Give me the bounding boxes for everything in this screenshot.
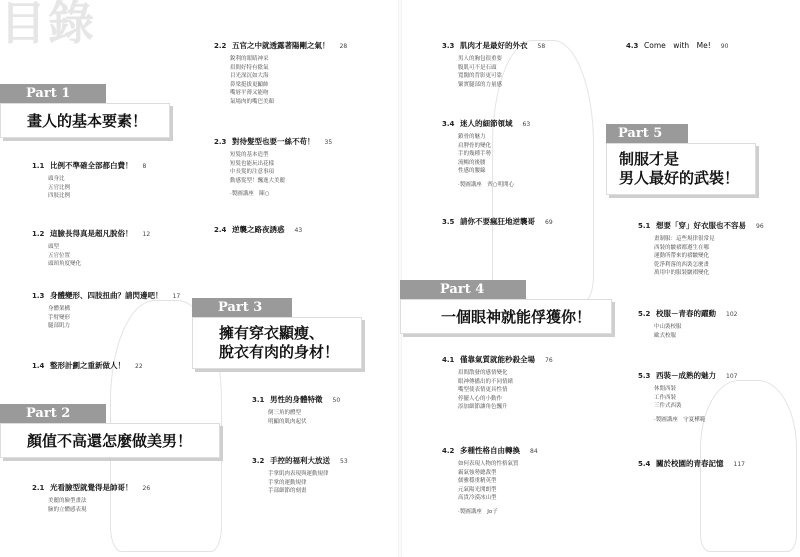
topic-item: 性感的腰線 bbox=[458, 168, 486, 174]
topic-item: 乾淨利落的西裝怎麼畫 bbox=[654, 261, 710, 268]
topic-item: 男人的胸包很重要 bbox=[458, 56, 503, 62]
chapter-title: 僅靠氣質就能秒殺全場 bbox=[460, 355, 535, 364]
topic-item: 萬用中的服裝皺褶變化 bbox=[654, 270, 710, 276]
topic-item: 頭型 bbox=[48, 244, 60, 250]
chapter-number: 5.3 bbox=[638, 372, 651, 380]
topic-item: 手掌肌肉表現與運動規律 bbox=[268, 471, 329, 477]
chapter-5-3[interactable] bbox=[638, 370, 798, 423]
topic-item: 短髮的基本造型 bbox=[230, 152, 269, 158]
topic-item: 西裝的皺褶都遵生在哪 bbox=[654, 244, 710, 251]
chapter-page: 117 bbox=[733, 461, 745, 468]
chapter-3-1[interactable] bbox=[252, 394, 400, 426]
topic-item: 明顯的肌肉起伏 bbox=[268, 418, 307, 425]
topic-item: 寬闊的背影更可靠 bbox=[458, 73, 503, 79]
chapter-title: 五官之中就透露著陽剛之氣！ bbox=[232, 41, 330, 50]
part-4-tab: Part 4 bbox=[400, 280, 526, 299]
chapter-number: 3.2 bbox=[252, 457, 265, 465]
chapter-2-1[interactable] bbox=[32, 482, 192, 514]
topic-item: 停擺人心的小動作 bbox=[458, 395, 503, 402]
toc-title: 目錄 bbox=[0, 0, 96, 50]
topic-item: 肩胛骨的變化 bbox=[458, 142, 492, 149]
part-3-title-line-1: 擁有穿衣顯瘦、 bbox=[219, 324, 325, 342]
chapter-1-4[interactable] bbox=[32, 360, 192, 371]
chapter-number: 2.4 bbox=[214, 226, 227, 234]
topic-item: 頭頸角度變化 bbox=[48, 261, 82, 267]
chapter-title: 肌肉才是最好的外衣 bbox=[460, 41, 528, 50]
chapter-title: 對待髮型也要一絲不苟！ bbox=[232, 137, 315, 146]
part-2-title: 顏值不高還怎麼做美男！ bbox=[0, 423, 220, 458]
chapter-number: 2.2 bbox=[214, 42, 227, 50]
topic-item: 五官位置 bbox=[48, 252, 71, 259]
topic-item: 元氣陽光開朗型 bbox=[458, 486, 497, 493]
part-2-header bbox=[0, 404, 220, 458]
topic-item: 美麗的臉型畫法 bbox=[48, 498, 87, 504]
topic-item: 五官比例 bbox=[48, 184, 71, 191]
chapter-number: 1.3 bbox=[32, 292, 45, 300]
topic-item: 頭身比 bbox=[48, 176, 65, 182]
chapter-page: 26 bbox=[142, 485, 151, 492]
chapter-number: 5.4 bbox=[638, 460, 651, 468]
topic-item: 目光深沉如大海 bbox=[230, 73, 269, 79]
chapter-3-3[interactable] bbox=[442, 40, 602, 89]
topic-item: 四肢比例 bbox=[48, 193, 71, 199]
chapter-5-2[interactable] bbox=[638, 308, 798, 340]
chapter-page: 107 bbox=[726, 373, 738, 380]
chapter-number: 3.4 bbox=[442, 120, 455, 128]
chapter-page: 12 bbox=[142, 231, 151, 238]
chapter-1-3[interactable] bbox=[32, 290, 192, 331]
chapter-title: 身體變形、四肢扭曲？請閃邊吧！ bbox=[50, 291, 163, 300]
illustration-credit: ·製圖講座 陳○ bbox=[230, 191, 270, 197]
topic-item: 手部細節的刻畫 bbox=[268, 488, 307, 494]
chapter-page: 58 bbox=[537, 43, 546, 50]
chapter-title: 整形計劃之重新做人！ bbox=[50, 361, 125, 370]
topic-item: 銳利的眼睛神采 bbox=[230, 56, 269, 62]
chapter-number: 3.5 bbox=[442, 218, 455, 226]
part-4-header bbox=[400, 280, 612, 334]
part-1-tab: Part 1 bbox=[0, 84, 106, 103]
topic-item: 添加細節讓角色飄升 bbox=[458, 404, 508, 410]
chapter-number: 3.1 bbox=[252, 396, 265, 404]
part-3-tab: Part 3 bbox=[192, 298, 292, 317]
chapter-title: 這臉長得真是超凡脫俗！ bbox=[50, 229, 133, 238]
topic-item: 鎖骨的魅力 bbox=[458, 134, 486, 140]
illustration-credit: ·製圖講座 Jo子 bbox=[458, 508, 498, 515]
chapter-page: 22 bbox=[135, 363, 143, 370]
chapter-number: 3.3 bbox=[442, 42, 455, 50]
chapter-page: 63 bbox=[522, 121, 531, 128]
chapter-page: 35 bbox=[324, 139, 333, 146]
part-3-title-line-2: 脫衣有肉的身材！ bbox=[219, 343, 340, 361]
chapter-3-5[interactable] bbox=[442, 216, 602, 227]
chapter-1-2[interactable] bbox=[32, 228, 192, 269]
chapter-number: 5.1 bbox=[638, 222, 651, 230]
topic-item: 手掌的運動規律 bbox=[268, 479, 307, 486]
topic-item: 中山裝校服 bbox=[654, 324, 682, 330]
topic-item: 緊實腿部的力量感 bbox=[458, 81, 503, 88]
illustration-credit: ·製圖講座 齊○明開心 bbox=[458, 181, 515, 188]
topic-item: 身體架構 bbox=[48, 306, 71, 312]
chapter-title: 西裝－成熟的魅力 bbox=[656, 371, 716, 380]
chapter-title: 請你不要瘋狂地逆襲哥 bbox=[460, 217, 535, 226]
part-5-title-line-2: 男人最好的武裝！ bbox=[619, 169, 740, 187]
chapter-title: 想要「穿」好衣服也不容易 bbox=[656, 221, 746, 230]
topic-item: 中長髮的注意事項 bbox=[230, 169, 275, 175]
topic-item: 眉間好特有陰氣 bbox=[230, 64, 269, 71]
topic-item: 嘴唇平薄又能吻 bbox=[230, 90, 269, 96]
chapter-2-2[interactable] bbox=[214, 40, 374, 106]
chapter-title: 比例不準確全部都白費！ bbox=[50, 161, 133, 170]
chapter-number: 4.2 bbox=[442, 447, 455, 455]
topic-item: 歐式校服 bbox=[654, 332, 677, 339]
topic-item: 腹肌可不是石頭 bbox=[458, 64, 497, 71]
chapter-5-1[interactable] bbox=[638, 220, 798, 278]
topic-item: 儒雅穩重精英型 bbox=[458, 478, 497, 484]
chapter-number: 1.4 bbox=[32, 362, 45, 370]
chapter-2-4[interactable] bbox=[214, 224, 374, 235]
chapter-4-2[interactable] bbox=[442, 445, 602, 515]
part-4-title: 一個眼神就能俘獲你！ bbox=[400, 299, 612, 334]
chapter-number: 2.3 bbox=[214, 138, 227, 146]
part-5-header bbox=[606, 124, 756, 195]
chapter-page: 53 bbox=[340, 458, 348, 465]
chapter-number: 2.1 bbox=[32, 484, 45, 492]
chapter-4-3[interactable] bbox=[626, 40, 786, 51]
chapter-page: 50 bbox=[332, 397, 341, 404]
chapter-page: 8 bbox=[142, 163, 147, 170]
chapter-page: 17 bbox=[172, 293, 181, 300]
chapter-1-1[interactable] bbox=[32, 160, 192, 201]
topic-item: 手臂變形 bbox=[48, 314, 71, 321]
chapter-title: Come with Me! bbox=[644, 41, 711, 50]
topic-item: 鼻梁挺拔更顯帥 bbox=[230, 81, 269, 88]
part-2-tab: Part 2 bbox=[0, 404, 106, 423]
chapter-number: 4.3 bbox=[626, 42, 639, 50]
topic-item: 運動所帶來的褶皺變化 bbox=[654, 253, 710, 259]
chapter-number: 5.2 bbox=[638, 310, 651, 318]
chapter-title: 光看臉型就覺得是帥哥！ bbox=[50, 483, 133, 492]
right-page bbox=[400, 0, 800, 557]
chapter-page: 76 bbox=[545, 357, 553, 364]
part-3-header bbox=[192, 298, 362, 369]
topic-item: 動感髮型！飄逸大美麗 bbox=[230, 177, 286, 184]
chapter-title: 關於校園的青春記憶 bbox=[656, 459, 724, 468]
chapter-page: 69 bbox=[545, 219, 553, 226]
topic-item: 如何表現人物的性格氣質 bbox=[458, 461, 519, 467]
chapter-page: 102 bbox=[726, 311, 738, 318]
chapter-3-2[interactable] bbox=[252, 455, 400, 496]
part-1-header bbox=[0, 84, 170, 138]
topic-item: 三件式西裝 bbox=[654, 403, 682, 409]
topic-item: 腿部肌力 bbox=[48, 323, 71, 329]
chapter-title: 校服－青春的躍動 bbox=[656, 309, 716, 318]
topic-item: 流暢的後腰 bbox=[458, 159, 486, 166]
chapter-5-4[interactable] bbox=[638, 458, 798, 469]
illustration-credit: ·製圖講座 守夏樺範 bbox=[654, 416, 706, 423]
chapter-page: 28 bbox=[339, 43, 348, 50]
topic-item: 臉的立體感表現 bbox=[48, 506, 87, 513]
topic-item: 嘴型使表情更具性情 bbox=[458, 387, 508, 393]
chapter-title: 男性的身體特徵 bbox=[270, 395, 323, 404]
topic-item: 倒三角的體型 bbox=[268, 410, 302, 416]
chapter-title: 迷人的細節領域 bbox=[460, 119, 513, 128]
chapter-page: 96 bbox=[756, 223, 764, 230]
topic-item: 霸氣強勢總裁型 bbox=[458, 469, 497, 476]
chapter-number: 1.2 bbox=[32, 230, 45, 238]
topic-item: 手的幾種手勢 bbox=[458, 151, 492, 157]
chapter-2-3[interactable] bbox=[214, 136, 374, 197]
chapter-4-1[interactable] bbox=[442, 354, 602, 412]
chapter-number: 4.1 bbox=[442, 356, 455, 364]
chapter-title: 手控的福利大放送 bbox=[270, 456, 330, 465]
chapter-page: 90 bbox=[720, 43, 729, 50]
part-5-tab: Part 5 bbox=[606, 124, 688, 143]
topic-item: 氣場肉的嘴巴美顏 bbox=[230, 98, 275, 105]
topic-item: 眉間散發的感情變化 bbox=[458, 370, 508, 376]
part-1-title: 畫人的基本要素！ bbox=[0, 103, 170, 138]
topic-item: 工作西裝 bbox=[654, 394, 677, 401]
topic-item: 畫制服：這些規律很常見 bbox=[654, 236, 715, 242]
topic-item: 高貴冷漠冰山型 bbox=[458, 495, 497, 501]
chapter-3-4[interactable] bbox=[442, 118, 602, 188]
chapter-page: 84 bbox=[530, 448, 538, 455]
chapter-number: 1.1 bbox=[32, 162, 45, 170]
topic-item: 眼神傳播出的不同情緒 bbox=[458, 378, 514, 385]
chapter-title: 多種性格自由轉換 bbox=[460, 446, 520, 455]
part-5-title bbox=[606, 143, 756, 195]
topic-item: 短髮也能玩出花樣 bbox=[230, 160, 275, 167]
part-5-title-line-1: 制服才是 bbox=[619, 150, 680, 168]
chapter-page: 43 bbox=[294, 227, 303, 234]
topic-item: 休閒西裝 bbox=[654, 386, 677, 392]
part-3-title bbox=[192, 317, 362, 369]
chapter-title: 逆襲之路夜誘惑 bbox=[232, 225, 285, 234]
